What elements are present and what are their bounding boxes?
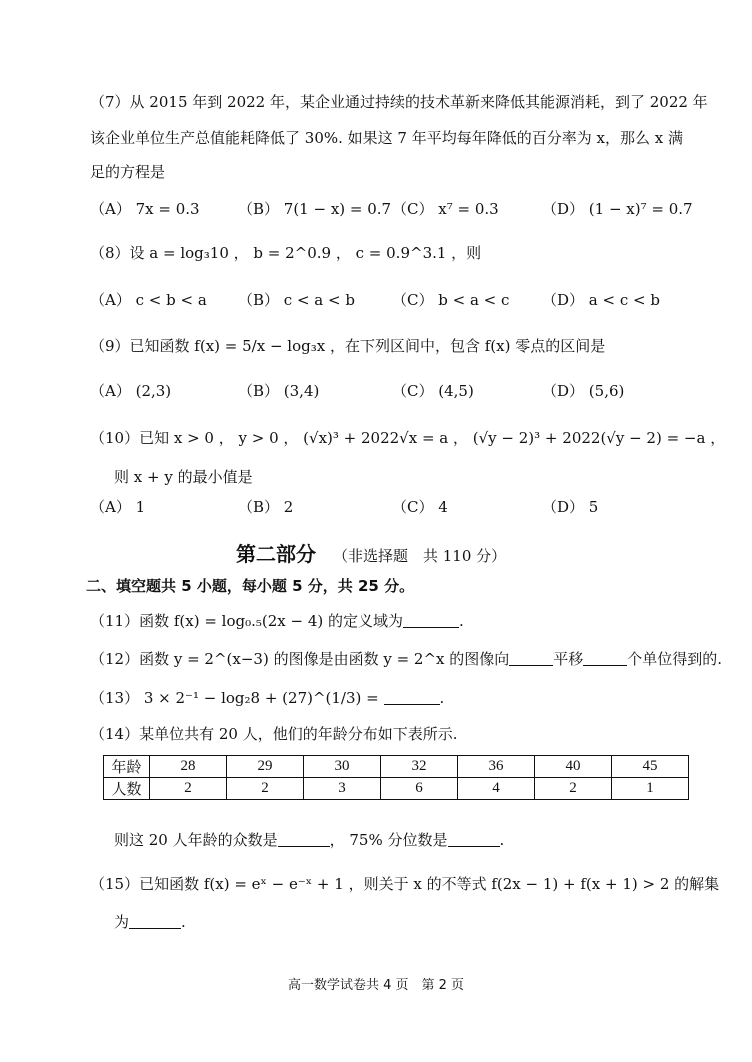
table-cell: 2 [150, 778, 227, 800]
table-cell: 30 [304, 756, 381, 778]
table-cell: 32 [381, 756, 458, 778]
part2-title [236, 538, 506, 567]
table-cell: 36 [458, 756, 535, 778]
q14-stem: （14）某单位共有 20 人，他们的年龄分布如下表所示. [90, 725, 458, 743]
table-cell: 40 [535, 756, 612, 778]
q12 [90, 649, 722, 669]
q14-question [114, 830, 504, 850]
q9-option-d: （D） (5,6) [542, 382, 625, 400]
table-cell: 3 [304, 778, 381, 800]
table-cell: 2 [227, 778, 304, 800]
q12-text-1: （12）函数 y = 2^(x−3) 的图像是由函数 y = 2^x 的图像向 [90, 650, 510, 668]
table-row [104, 778, 689, 800]
q9-option-a: （A） (2,3) [90, 382, 172, 400]
q13-end: . [439, 689, 445, 707]
q11 [90, 611, 464, 631]
table-cell: 2 [535, 778, 612, 800]
q11-text: （11）函数 f(x) = log₀.₅(2x − 4) 的定义域为 [90, 612, 404, 630]
q13 [90, 688, 444, 708]
table-header-age: 年龄 [104, 756, 150, 778]
table-cell: 45 [612, 756, 689, 778]
table-cell: 1 [612, 778, 689, 800]
table-cell: 28 [150, 756, 227, 778]
q7-line-2: 该企业单位生产总值能耗降低了 30%. 如果这 7 年平均每年降低的百分率为 x，那么 x 满 [90, 129, 683, 147]
q9-option-b: （B） (3,4) [238, 382, 320, 400]
q14-answer-blank-2[interactable] [448, 832, 500, 847]
q10-option-c: （C） 4 [392, 498, 448, 516]
q10-option-a: （A） 1 [90, 498, 146, 516]
q14-answer-blank-1[interactable] [278, 832, 330, 847]
q12-answer-blank-1[interactable] [509, 651, 553, 666]
table-header-count: 人数 [104, 778, 150, 800]
q11-answer-blank[interactable] [403, 613, 459, 628]
q8-option-d: （D） a < c < b [542, 291, 660, 309]
q15-end: . [181, 913, 186, 931]
q7-option-c: （C） x⁷ = 0.3 [392, 200, 499, 218]
q13-answer-blank[interactable] [384, 690, 440, 705]
q7-option-b: （B） 7(1 − x) = 0.7 [238, 200, 392, 218]
part2-note: （非选择题 共 110 分） [332, 547, 507, 565]
q12-text-3: 个单位得到的. [627, 650, 723, 668]
q10-option-d: （D） 5 [542, 498, 599, 516]
q10-stem: （10）已知 x > 0 ， y > 0 ， (√x)³ + 2022√x = a ， (√y − 2)³ + 2022(√y − 2) = −a ， [90, 429, 726, 447]
q15-line-1: （15）已知函数 f(x) = eˣ − e⁻ˣ + 1 ，则关于 x 的不等式 f(2x − 1) + f(x + 1) > 2 的解集 [90, 875, 720, 893]
q7-option-a: （A） 7x = 0.3 [90, 200, 200, 218]
q8-option-c: （C） b < a < c [392, 291, 510, 309]
q8-stem: （8）设 a = log₃10 ， b = 2^0.9 ， c = 0.9^3.1 ，则 [90, 244, 482, 262]
q15-text: 为 [114, 913, 130, 931]
q15-answer-blank[interactable] [129, 914, 181, 929]
table-cell: 6 [381, 778, 458, 800]
q14-text-1: 则这 20 人年龄的众数是 [114, 831, 278, 849]
q7-line-1: （7）从 2015 年到 2022 年，某企业通过持续的技术革新来降低其能源消耗，到了 2022 年 [90, 93, 708, 111]
q14-text-2: ， 75% 分位数是 [329, 831, 448, 849]
q8-option-b: （B） c < a < b [238, 291, 355, 309]
q8-option-a: （A） c < b < a [90, 291, 207, 309]
q7-line-3: 足的方程是 [90, 163, 166, 181]
table-cell: 4 [458, 778, 535, 800]
q10-option-b: （B） 2 [238, 498, 294, 516]
q9-option-c: （C） (4,5) [392, 382, 474, 400]
part2-title-text: 第二部分 [236, 542, 316, 566]
q14-text-3: . [499, 831, 505, 849]
table-cell: 29 [227, 756, 304, 778]
q10-line-2: 则 x + y 的最小值是 [114, 468, 253, 486]
q12-text-2: 平移 [553, 650, 584, 668]
q15-line-2 [114, 912, 186, 932]
q13-text: （13） 3 × 2⁻¹ − log₂8 + (27)^(1/3) = [90, 689, 379, 707]
age-distribution-table [103, 755, 689, 800]
q11-end: . [459, 612, 464, 630]
q7-option-d: （D） (1 − x)⁷ = 0.7 [542, 200, 693, 218]
fill-in-heading: 二、填空题共 5 小题，每小题 5 分，共 25 分。 [86, 577, 415, 595]
q12-answer-blank-2[interactable] [583, 651, 627, 666]
page-footer: 高一数学试卷共 4 页 第 2 页 [287, 978, 465, 993]
q9-stem: （9）已知函数 f(x) = 5/x − log₃x ，在下列区间中，包含 f(x) 零点的区间是 [90, 337, 606, 355]
table-row [104, 756, 689, 778]
